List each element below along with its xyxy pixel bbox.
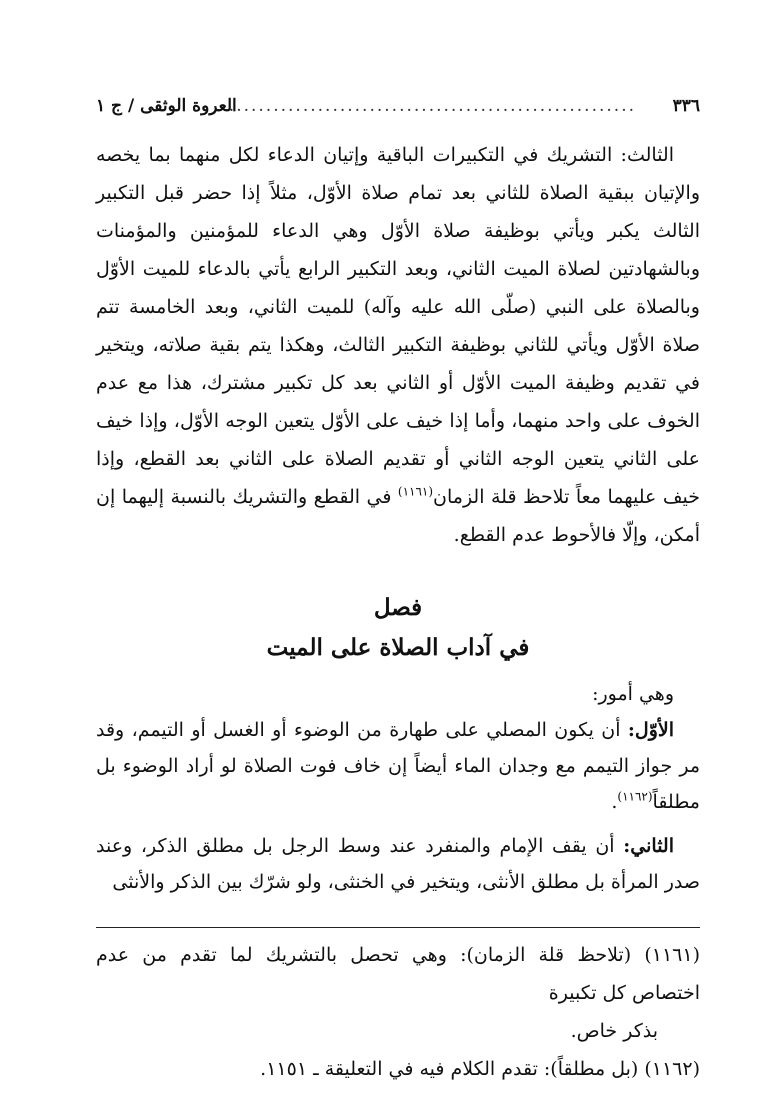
- page-header: [96, 92, 700, 120]
- paragraph: [96, 136, 700, 554]
- section-text: [96, 676, 700, 900]
- item-text-end: .: [611, 791, 618, 813]
- item-lead: الأوّل:: [627, 719, 674, 741]
- footnote-reference: (١١٦١): [397, 484, 434, 499]
- footnote: [96, 936, 700, 1012]
- list-item: [96, 828, 700, 900]
- section-intro: وهي أمور:: [592, 683, 674, 705]
- page-number: ٣٣٦: [672, 96, 700, 116]
- footnote-continuation: [96, 1012, 700, 1050]
- footnotes: [96, 936, 700, 1088]
- running-title: العروة الوثقى / ج ١: [96, 96, 237, 116]
- footnote-text: (١١٦١) (تلاحظ قلة الزمان): وهي تحصل بالتشريك لما تقدم من عدم اختصاص كل تكبيرة: [96, 944, 700, 1004]
- paragraph-text-end: في القطع والتشريك بالنسبة إليهما إن أمكن، وإلّا فالأحوط عدم القطع.: [96, 486, 700, 546]
- item-text: أن يكون المصلي على طهارة من الوضوء أو الغسل أو التيمم، وقد مر جواز التيمم مع وجدان الماء أيضاً إن خاف فوت الصلاة لو أراد الوضوء بل مطلقاً: [96, 719, 700, 813]
- body-text: [96, 136, 700, 554]
- section-subtitle: في آداب الصلاة على الميت: [266, 634, 530, 661]
- footnote-separator: [96, 927, 700, 928]
- item-lead: الثاني:: [623, 835, 674, 857]
- footnote: [96, 1050, 700, 1088]
- footnote-text: (١١٦٢) (بل مطلقاً): تقدم الكلام فيه في التعليقة ـ ١١٥١.: [260, 1058, 700, 1080]
- footnote-text: بذكر خاص.: [570, 1020, 658, 1042]
- list-item: [96, 712, 700, 820]
- section-title: فصل: [373, 594, 423, 621]
- item-text: أن يقف الإمام والمنفرد عند وسط الرجل بل مطلق الذكر، وعند صدر المرأة بل مطلق الأنثى، ويتخير في الخنثى، ولو شرّك بين الذكر والأنثى: [96, 835, 700, 893]
- paragraph-text: الثالث: التشريك في التكبيرات الباقية وإتيان الدعاء لكل منهما بما يخصه والإتيان ببقية الصلاة للثاني بعد تمام صلاة الأوّل، مثلاً إذا حضر قبل التكبير الثالث يكبر ويأتي بوظيفة صلاة الأوّل وهي الدعاء للمؤمنين والمؤمنات وبالشهادتين لصلاة الميت الثاني، وبعد التكبير الرابع يأتي بالدعاء للميت الأوّل وبالصلاة على النبي (صلّى الله عليه وآله) للميت الثاني، وبعد الخامسة تتم صلاة الأوّل ويأتي للثاني بوظيفة التكبير الثالث، وهكذا يتم بقية صلاته، ويتخير في تقديم وظيفة الميت الأوّل أو الثاني بعد كل تكبير مشترك، هذا مع عدم الخوف على واحد منهما، وأما إذا خيف على الأوّل يتعين الوجه الأوّل، وإذا خيف على الثاني يتعين الوجه الثاني أو تقديم الصلاة على الثاني بعد القطع، وإذا خيف عليهما معاً تلاحظ قلة الزمان: [96, 144, 700, 508]
- header-dot-leader: [224, 92, 636, 120]
- section-heading: [96, 588, 700, 668]
- footnote-reference: (١١٦٢): [617, 789, 653, 804]
